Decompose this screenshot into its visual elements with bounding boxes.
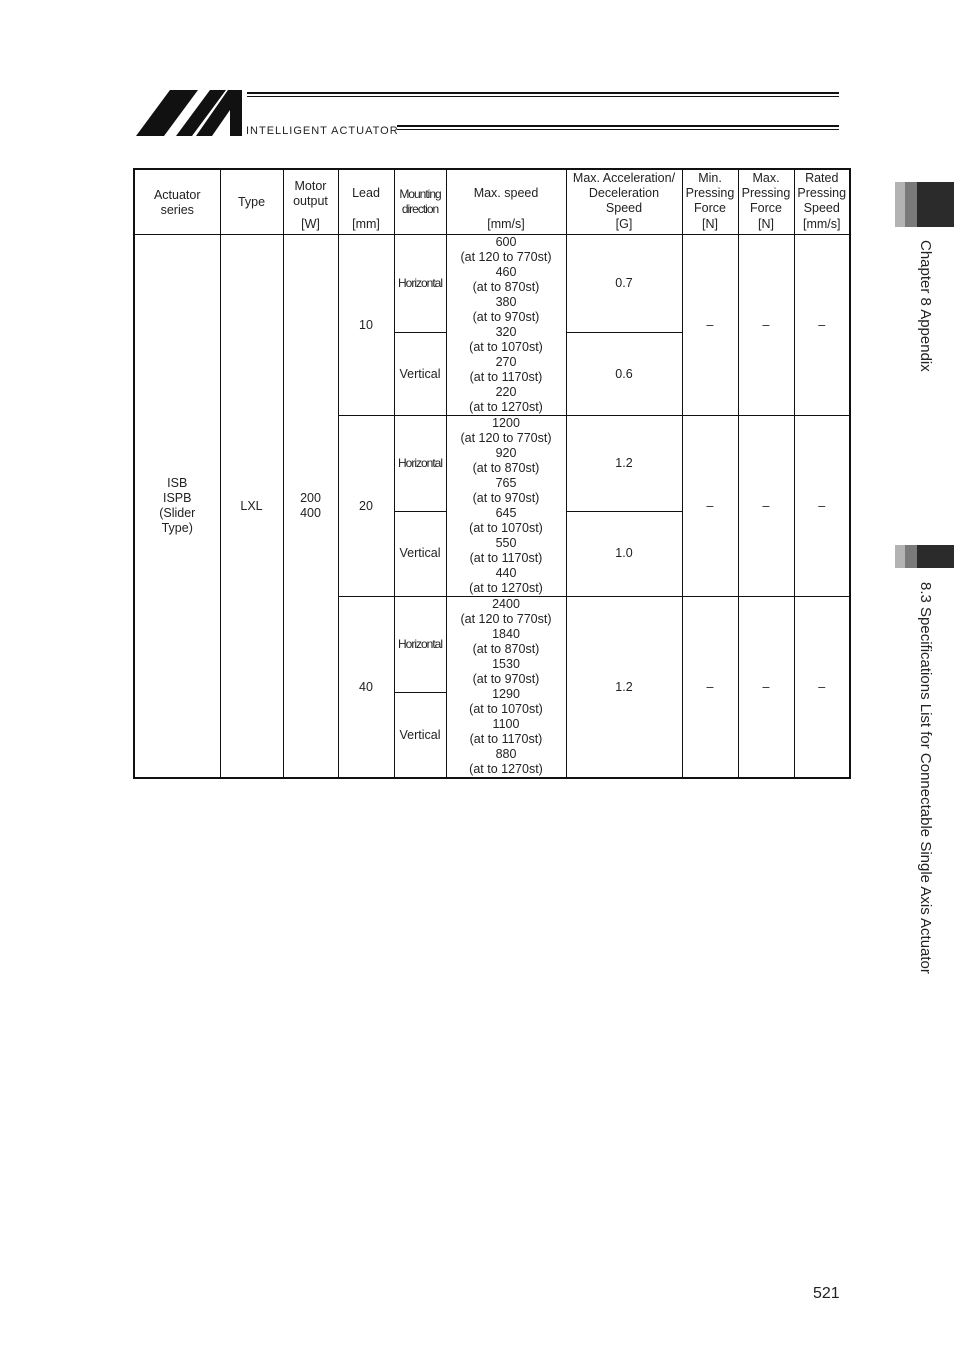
accel-cell: 1.2 bbox=[566, 416, 682, 512]
col-header-mounting: Mounting direction bbox=[394, 169, 446, 235]
company-logo bbox=[136, 90, 246, 136]
max-force-cell: – bbox=[738, 235, 794, 416]
mount-vertical: Vertical bbox=[394, 693, 446, 778]
series-cell: ISB ISPB (Slider Type) bbox=[134, 235, 220, 779]
rated-speed-cell: – bbox=[794, 416, 850, 597]
col-header-lead: Lead [mm] bbox=[338, 169, 394, 235]
min-force-cell: – bbox=[682, 597, 738, 779]
spec-table bbox=[133, 168, 851, 779]
col-header-type: Type bbox=[220, 169, 283, 235]
min-force-cell: – bbox=[682, 416, 738, 597]
accel-cell: 0.6 bbox=[566, 333, 682, 416]
col-header-motor: Motor output [W] bbox=[283, 169, 338, 235]
page-number: 521 bbox=[813, 1285, 840, 1302]
speed-cell: 2400 (at 120 to 770st) 1840 (at to 870st) 1530 (at to 970st) 1290 (at to 1070st) 1100 (at to 1170st) 880 (at to 1270st) bbox=[446, 597, 566, 779]
lead-cell: 10 bbox=[338, 235, 394, 416]
table-header-row bbox=[134, 169, 850, 235]
type-cell: LXL bbox=[220, 235, 283, 779]
speed-cell: 1200 (at 120 to 770st) 920 (at to 870st) 765 (at to 970st) 645 (at to 1070st) 550 (at to 1170st) 440 (at to 1270st) bbox=[446, 416, 566, 597]
col-header-min-force: Min. Pressing Force [N] bbox=[682, 169, 738, 235]
speed-cell: 600 (at 120 to 770st) 460 (at to 870st) 380 (at to 970st) 320 (at to 1070st) 270 (at to 1170st) 220 (at to 1270st) bbox=[446, 235, 566, 416]
table-row bbox=[134, 235, 850, 333]
section-label: 8.3 Specifications List for Connectable Single Axis Actuator bbox=[917, 582, 934, 974]
chapter-label: Chapter 8 Appendix bbox=[917, 240, 934, 372]
col-header-rated-speed: Rated Pressing Speed [mm/s] bbox=[794, 169, 850, 235]
col-header-accel: Max. Acceleration/ Deceleration Speed [G] bbox=[566, 169, 682, 235]
lead-cell: 20 bbox=[338, 416, 394, 597]
rated-speed-cell: – bbox=[794, 597, 850, 779]
col-header-max-force: Max. Pressing Force [N] bbox=[738, 169, 794, 235]
accel-cell: 0.7 bbox=[566, 235, 682, 333]
mount-vertical: Vertical bbox=[394, 511, 446, 596]
lead-cell: 40 bbox=[338, 597, 394, 779]
mount-horizontal: Horizontal bbox=[394, 597, 446, 693]
mount-vertical: Vertical bbox=[394, 333, 446, 416]
rated-speed-cell: – bbox=[794, 235, 850, 416]
min-force-cell: – bbox=[682, 235, 738, 416]
ia-logo-icon bbox=[136, 90, 246, 136]
mount-horizontal: Horizontal bbox=[394, 416, 446, 512]
max-force-cell: – bbox=[738, 597, 794, 779]
mount-horizontal: Horizontal bbox=[394, 235, 446, 333]
max-force-cell: – bbox=[738, 416, 794, 597]
col-header-max-speed: Max. speed [mm/s] bbox=[446, 169, 566, 235]
col-header-series: Actuator series bbox=[134, 169, 220, 235]
motor-cell: 200 400 bbox=[283, 235, 338, 779]
accel-cell: 1.2 bbox=[566, 597, 682, 779]
brand-name: INTELLIGENT ACTUATOR bbox=[246, 125, 399, 137]
accel-cell: 1.0 bbox=[566, 511, 682, 596]
